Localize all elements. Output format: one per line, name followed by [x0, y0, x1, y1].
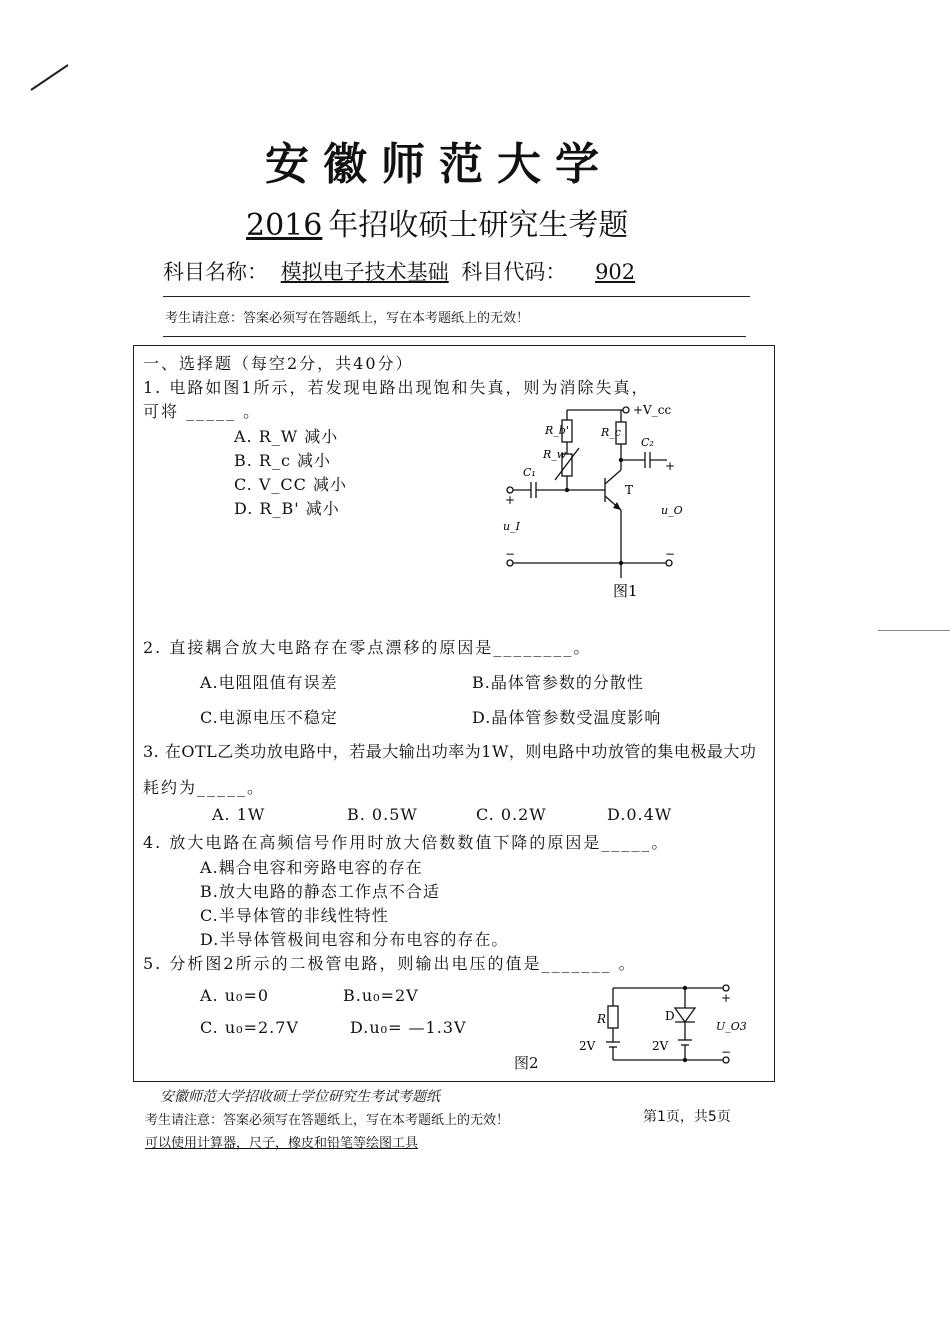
figure1-plus-out: +	[665, 459, 676, 473]
figure1-label-rc: R_c	[601, 426, 621, 439]
figure2-circuit	[575, 980, 750, 1075]
q2-option-b: B.晶体管参数的分散性	[472, 673, 644, 692]
q1-stem-line2: 可将 _____ 。	[143, 402, 262, 421]
q5-option-a: A. u₀=0	[200, 986, 270, 1005]
figure1-label-rb: R_b'	[545, 424, 569, 437]
footer-title: 安徽师范大学招收硕士学位研究生考试考题纸	[160, 1089, 440, 1105]
figure2-node-top	[683, 986, 687, 990]
exam-title: 年招收硕士研究生考题	[328, 208, 629, 243]
q4-option-b: B.放大电路的静态工作点不合适	[200, 882, 440, 901]
figure1-label-t: T	[625, 483, 634, 497]
q5-stem: 5. 分析图2所示的二极管电路，则输出电压的值是_______ 。	[143, 954, 637, 973]
pen-mark	[28, 60, 73, 95]
q3-stem-line1: 3. 在OTL乙类功放电路中，若最大输出功率为1W，则电路中功放管的集电极最大功	[143, 742, 757, 761]
subject-line	[163, 256, 657, 286]
header-notice: 考生请注意：答案必须写在答题纸上，写在本考题纸上的无效！	[165, 311, 530, 326]
exam-year: 2016	[246, 208, 323, 243]
figure1-circuit	[495, 398, 695, 603]
q1-stem-line1: 1. 电路如图1所示，若发现电路出现饱和失真，则为消除失真，	[143, 378, 650, 397]
figure2-minus: −	[721, 1045, 732, 1059]
q2-stem: 2. 直接耦合放大电路存在零点漂移的原因是________。	[143, 638, 592, 657]
figure1-caption: 图1	[613, 582, 638, 600]
figure1-plus-in: +	[505, 493, 516, 507]
footer-page-number: 第1页，共5页	[643, 1109, 731, 1125]
q5-option-c: C. u₀=2.7V	[200, 1018, 299, 1037]
subject-label: 科目名称：	[163, 260, 268, 284]
q2-option-d: D.晶体管参数受温度影响	[472, 708, 662, 727]
figure2-label-d: D	[665, 1009, 675, 1023]
exam-year-line	[240, 200, 628, 244]
figure2-label-r: R	[597, 1012, 607, 1026]
q5-option-b: B.u₀=2V	[343, 986, 419, 1005]
q3-option-c: C. 0.2W	[476, 805, 547, 824]
figure2-label-v1: 2V	[579, 1039, 596, 1053]
q1-option-d: D. R_B' 减小	[234, 499, 340, 518]
figure1-label-c1: C₁	[523, 466, 536, 479]
figure1-node-base	[565, 488, 569, 492]
code-value: 902	[595, 260, 636, 284]
figure2-label-uo3: U_O3	[716, 1020, 747, 1033]
figure2-node-bottom	[683, 1058, 687, 1062]
q4-option-a: A.耦合电容和旁路电容的存在	[200, 858, 423, 877]
code-label: 科目代码：	[461, 260, 567, 284]
figure2-diode-symbol	[675, 1008, 695, 1022]
q2-option-c: C.电源电压不稳定	[200, 708, 338, 727]
footer-notice: 考生请注意：答案必须写在答题纸上，写在本考题纸上的无效！	[145, 1113, 510, 1128]
figure1-node-ground	[619, 561, 623, 565]
q1-option-c: C. V_CC 减小	[234, 475, 347, 494]
university-name: 安徽师范大学	[265, 139, 613, 190]
q3-option-d: D.0.4W	[607, 805, 673, 824]
q4-option-c: C.半导体管的非线性特性	[200, 906, 389, 925]
header-rule-bottom	[163, 336, 746, 337]
figure1-node-collector	[619, 458, 623, 462]
q3-stem-line2: 耗约为_____。	[143, 778, 266, 797]
subject-name: 模拟电子技术基础	[280, 260, 449, 284]
figure1-label-c2: C₂	[641, 436, 654, 449]
figure1-label-uo: u_O	[661, 504, 683, 517]
q3-option-a: A. 1W	[212, 805, 266, 824]
figure1-label-vcc: +V_cc	[633, 403, 672, 417]
figure2-caption: 图2	[514, 1054, 539, 1072]
figure1-minus-in: −	[505, 547, 516, 561]
footer-tools-note: 可以使用计算器，尺子，橡皮和铅笔等绘图工具	[145, 1136, 419, 1151]
q4-option-d: D.半导体管极间电容和分布电容的存在。	[200, 930, 509, 949]
q5-option-d: D.u₀= —1.3V	[350, 1018, 467, 1037]
figure1-label-rw: R_w	[543, 448, 567, 461]
section-heading: 一、选择题（每空2分，共40分）	[143, 354, 414, 373]
q1-option-a: A. R_W 减小	[234, 427, 339, 446]
q3-option-b: B. 0.5W	[347, 805, 418, 824]
header-rule-top	[163, 296, 750, 297]
q1-option-b: B. R_c 减小	[234, 451, 332, 470]
q2-option-a: A.电阻阻值有误差	[200, 673, 338, 692]
scan-edge-line	[878, 630, 950, 631]
figure1-label-ui: u_I	[503, 520, 520, 533]
figure1-minus-out: −	[665, 547, 676, 561]
q4-stem: 4. 放大电路在高频信号作用时放大倍数数值下降的原因是_____。	[143, 833, 670, 852]
figure2-label-v2: 2V	[652, 1039, 669, 1053]
figure2-plus: +	[721, 991, 732, 1005]
